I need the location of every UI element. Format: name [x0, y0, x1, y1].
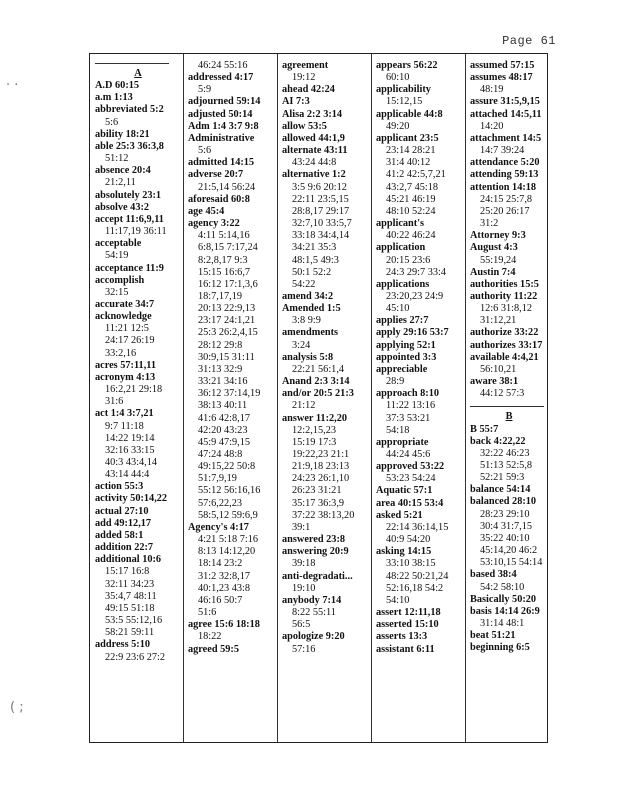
index-page-refs: 4:21 5:18 7:16: [198, 534, 259, 546]
index-page-refs: 33:10 38:15: [386, 558, 436, 570]
index-term: applies 27:7: [376, 315, 429, 327]
index-term: Attorney 9:3: [470, 230, 526, 242]
index-page-refs: 15:19 17:3: [292, 436, 337, 448]
index-term: attachment 14:5: [470, 132, 542, 144]
index-term: based 38:4: [470, 569, 517, 581]
index-page-refs: 53:23 54:24: [386, 473, 436, 485]
index-page-refs: 57:6,22,23: [198, 497, 243, 509]
index-column-2: [188, 60, 274, 738]
index-table: [89, 53, 548, 743]
index-term: authorizes 33:17: [470, 339, 543, 351]
index-page-refs: 23:14 28:21: [386, 145, 436, 157]
index-page-refs: 32:16 33:15: [105, 444, 155, 456]
index-page-refs: 45:9 47:9,15: [198, 436, 251, 448]
index-page-refs: 37:22 38:13,20: [292, 509, 355, 521]
index-page-refs: 35:22 40:10: [480, 532, 530, 544]
index-page-refs: 49:15,22 50:8: [198, 461, 256, 473]
index-term: Adm 1:4 3:7 9:8: [188, 120, 259, 132]
index-page-refs: 28:9: [386, 376, 405, 388]
page-number: Page 61: [502, 34, 556, 48]
index-page-refs: 48:10 52:24: [386, 205, 436, 217]
index-page-refs: 36:12 37:14,19: [198, 388, 261, 400]
index-term: answering 20:9: [282, 546, 349, 558]
index-page-refs: 31:4 40:12: [386, 157, 431, 169]
index-term: allowed 44:1,9: [282, 132, 345, 144]
index-term: appointed 3:3: [376, 351, 437, 363]
index-page-refs: 42:20 43:23: [198, 424, 248, 436]
index-page-refs: 3:5 9:6 20:12: [292, 181, 347, 193]
index-term: Aquatic 57:1: [376, 485, 433, 497]
section-heading: B: [505, 411, 513, 423]
index-term: applying 52:1: [376, 339, 436, 351]
index-page-refs: 19:22,23 21:1: [292, 449, 350, 460]
index-term: acronym 4:13: [95, 371, 156, 383]
index-page-refs: 48:22 50:21,24: [386, 570, 449, 582]
index-page-refs: 39:18: [292, 558, 316, 570]
index-term: analysis 5:8: [282, 351, 334, 363]
index-term: aforesaid 60:8: [188, 193, 250, 205]
index-page-refs: 39:1: [292, 521, 311, 533]
index-term: Anand 2:3 3:14: [282, 376, 350, 388]
index-page-refs: 11:22 13:16: [386, 400, 436, 412]
index-page-refs: 8:22 55:11: [292, 607, 336, 619]
index-term: absolutely 23:1: [95, 189, 162, 201]
index-term: application: [376, 242, 426, 254]
index-term: anybody 7:14: [282, 594, 342, 606]
index-term: amendments: [282, 327, 339, 339]
index-page-refs: 32:22 46:23: [480, 447, 530, 459]
index-term: assert 12:11,18: [376, 607, 441, 619]
index-page-refs: 31:14 48:1: [480, 618, 525, 630]
index-page-refs: 5:6: [198, 145, 212, 157]
index-page-refs: 31:12,21: [480, 315, 517, 327]
index-term: agreed 59:5: [188, 643, 239, 655]
index-term: applicant's: [376, 218, 425, 230]
index-page-refs: 53:10,15 54:14: [480, 557, 543, 569]
index-term: act 1:4 3:7,21: [95, 408, 154, 420]
index-page-refs: 38:13 40:11: [198, 400, 248, 412]
column-divider: [183, 54, 184, 742]
index-term: alternative 1:2: [282, 169, 346, 181]
index-page-refs: 26:23 31:21: [292, 485, 342, 497]
index-page-refs: 57:16: [292, 643, 316, 655]
index-page-refs: 54:18: [386, 424, 410, 436]
index-page-refs: 31:2 32:8,17: [198, 570, 251, 582]
index-page-refs: 24:3 29:7 33:4: [386, 266, 447, 278]
index-term: add 49:12,17: [95, 517, 152, 529]
index-page-refs: 44:24 45:6: [386, 449, 431, 460]
index-page-refs: 48:19: [480, 84, 504, 96]
index-term: agree 15:6 18:18: [188, 619, 260, 631]
index-column-1: [95, 60, 181, 738]
index-page-refs: 15:12,15: [386, 96, 423, 108]
index-page-refs: 51:6: [198, 607, 217, 619]
index-page-refs: 18:22: [198, 631, 222, 643]
index-page-refs: 32:7,10 33:5,7: [292, 218, 352, 230]
index-term: attendance 5:20: [470, 157, 540, 169]
index-page-refs: 49:15 51:18: [105, 602, 155, 614]
index-page-refs: 32:15: [105, 286, 129, 298]
index-page-refs: 19:12: [292, 72, 316, 84]
index-page-refs: 54:19: [105, 250, 129, 262]
index-term: acknowledge: [95, 311, 152, 323]
index-term: accept 11:6,9,11: [95, 213, 164, 225]
index-term: and/or 20:5 21:3: [282, 388, 354, 400]
index-term: absence 20:4: [95, 165, 151, 177]
index-term: adjourned 59:14: [188, 96, 261, 108]
index-column-4: [376, 60, 462, 738]
index-term: assumed 57:15: [470, 60, 535, 71]
index-term: amend 34:2: [282, 290, 334, 302]
index-term: authorities 15:5: [470, 278, 539, 290]
index-page-refs: 25:3 26:2,4,15: [198, 327, 258, 339]
index-term: able 25:3 36:3,8: [95, 140, 164, 152]
index-page-refs: 50:1 52:2: [292, 266, 332, 278]
index-term: asked 5:21: [376, 509, 423, 521]
index-page-refs: 21:2,11: [105, 177, 136, 189]
index-page-refs: 22:14 36:14,15: [386, 521, 449, 533]
index-page-refs: 14:20: [480, 120, 504, 132]
margin-mark-bottom: ( ;: [10, 700, 24, 715]
index-term: ahead 42:24: [282, 84, 335, 96]
index-page-refs: 28:8,17 29:17: [292, 205, 350, 217]
index-term: acceptance 11:9: [95, 262, 164, 274]
index-page-refs: 43:2,7 45:18: [386, 181, 439, 193]
index-page-refs: 52:16,18 54:2: [386, 582, 444, 594]
index-page-refs: 51:7,9,19: [198, 473, 237, 485]
index-page-refs: 28:12 29:8: [198, 339, 243, 351]
index-term: abbreviated 5:2: [95, 104, 164, 116]
index-page-refs: 21:12: [292, 400, 316, 412]
index-term: attending 59:13: [470, 169, 539, 181]
index-term: asking 14:15: [376, 546, 432, 558]
index-page-refs: 5:9: [198, 84, 212, 96]
index-page-refs: 11:21 12:5: [105, 323, 149, 335]
index-term: assumes 48:17: [470, 72, 533, 84]
index-page-refs: 18:14 23:2: [198, 558, 243, 570]
index-page-refs: 54:22: [292, 278, 316, 290]
index-term: authorize 33:22: [470, 327, 539, 339]
index-page-refs: 51:12: [105, 153, 129, 165]
column-divider: [465, 54, 466, 742]
index-page-refs: 40:22 46:24: [386, 230, 436, 242]
index-term: Basically 50:20: [470, 593, 537, 605]
index-term: ability 18:21: [95, 128, 150, 140]
index-term: Amended 1:5: [282, 303, 341, 315]
index-term: balance 54:14: [470, 484, 531, 496]
index-page-refs: 34:21 35:3: [292, 242, 337, 254]
index-term: August 4:3: [470, 242, 518, 254]
index-column-3: [282, 60, 368, 738]
index-page-refs: 24:17 26:19: [105, 335, 155, 347]
index-page-refs: 31:2: [480, 218, 499, 230]
index-term: AI 7:3: [282, 96, 310, 108]
index-page-refs: 44:12 57:3: [480, 388, 525, 400]
index-term: apply 29:16 53:7: [376, 327, 449, 339]
index-term: address 5:10: [95, 639, 151, 651]
index-term: balanced 28:10: [470, 496, 537, 508]
index-page-refs: 53:5 55:12,16: [105, 615, 163, 627]
index-term: additional 10:6: [95, 554, 162, 566]
index-term: agreement: [282, 60, 329, 71]
index-term: acceptable: [95, 238, 142, 250]
index-page-refs: 12:2,15,23: [292, 424, 337, 436]
index-page-refs: 24:15 25:7,8: [480, 193, 533, 205]
index-page-refs: 45:10: [386, 303, 410, 315]
index-page-refs: 22:21 56:1,4: [292, 363, 345, 375]
margin-mark-top: · ·: [6, 78, 19, 93]
index-page-refs: 31:6: [105, 396, 124, 408]
index-page-refs: 3:8 9:9: [292, 315, 321, 327]
index-term: applications: [376, 278, 430, 290]
index-page-refs: 41:2 42:5,7,21: [386, 169, 446, 181]
index-page-refs: 16:12 17:1,3,6: [198, 278, 258, 290]
index-page-refs: 22:11 23:5,15: [292, 193, 349, 205]
index-term: area 40:15 53:4: [376, 497, 444, 509]
index-page-refs: 30:9,15 31:11: [198, 351, 255, 363]
index-term: alternate 43:11: [282, 145, 348, 157]
index-page-refs: 46:16 50:7: [198, 594, 243, 606]
index-term: beat 51:21: [470, 630, 516, 642]
index-page-refs: 56:5: [292, 619, 311, 631]
index-term: activity 50:14,22: [95, 493, 168, 505]
index-term: applicability: [376, 84, 431, 96]
index-term: assistant 6:11: [376, 643, 435, 655]
index-page-refs: 45:14,20 46:2: [480, 545, 538, 557]
index-term: authority 11:22: [470, 290, 538, 302]
index-term: absolve 43:2: [95, 201, 150, 213]
index-page-refs: 32:11 34:23: [105, 578, 155, 590]
index-term: appears 56:22: [376, 60, 438, 71]
index-term: approach 8:10: [376, 388, 440, 400]
index-term: basis 14:14 26:9: [470, 605, 540, 617]
index-term: added 58:1: [95, 529, 144, 541]
index-page-refs: 23:20,23 24:9: [386, 290, 444, 302]
index-page-refs: 33:21 34:16: [198, 376, 248, 388]
index-term: attention 14:18: [470, 181, 537, 193]
index-term: adjusted 50:14: [188, 108, 253, 120]
index-term: back 4:22,22: [470, 435, 526, 447]
column-divider: [371, 54, 372, 742]
index-page-refs: 23:17 24:1,21: [198, 315, 256, 327]
index-page-refs: 56:10,21: [480, 363, 517, 375]
index-term: attached 14:5,11: [470, 108, 542, 120]
index-term: A.D 60:15: [95, 80, 140, 92]
index-page-refs: 40:3 43:4,14: [105, 457, 158, 468]
index-term: accurate 34:7: [95, 298, 155, 310]
index-page-refs: 31:13 32:9: [198, 363, 243, 375]
index-page-refs: 11:17,19 36:11: [105, 226, 167, 238]
index-page-refs: 20:15 23:6: [386, 254, 431, 266]
index-page-refs: 5:6: [105, 116, 119, 128]
index-term: admitted 14:15: [188, 157, 255, 169]
index-page-refs: 24:23 26:1,10: [292, 473, 350, 485]
index-page-refs: 43:14 44:4: [105, 469, 150, 481]
index-page-refs: 14:22 19:14: [105, 432, 155, 444]
index-page-refs: 35:4,7 48:11: [105, 590, 157, 602]
index-term: B 55:7: [470, 423, 499, 435]
index-page-refs: 52:21 59:3: [480, 472, 525, 484]
index-page-refs: 51:13 52:5,8: [480, 460, 533, 471]
index-page-refs: 48:1,5 49:3: [292, 254, 339, 266]
index-page-refs: 6:8,15 7:17,24: [198, 242, 258, 254]
index-term: addressed 4:17: [188, 72, 254, 84]
index-term: beginning 6:5: [470, 642, 530, 654]
index-page-refs: 35:17 36:3,9: [292, 497, 345, 509]
index-page-refs: 4:11 5:14,16: [198, 230, 250, 242]
index-page-refs: 3:24: [292, 339, 311, 351]
index-page-refs: 28:23 29:10: [480, 508, 530, 520]
index-term: anti-degradati...: [282, 570, 353, 582]
index-term: actual 27:10: [95, 505, 149, 517]
section-heading: A: [134, 68, 142, 79]
index-term: appropriate: [376, 436, 429, 448]
index-page-refs: 21:9,18 23:13: [292, 461, 350, 473]
index-term: Agency's 4:17: [188, 521, 249, 533]
index-page-refs: 58:5,12 59:6,9: [198, 509, 258, 521]
index-page-refs: 33:2,16: [105, 347, 137, 359]
index-page-refs: 41:6 42:8,17: [198, 412, 251, 424]
index-term: Austin 7:4: [470, 266, 516, 278]
index-term: approved 53:22: [376, 461, 445, 473]
index-page-refs: 46:24 55:16: [198, 60, 248, 71]
index-page-refs: 19:10: [292, 582, 316, 594]
index-page-refs: 37:3 53:21: [386, 412, 431, 424]
index-page-refs: 54:2 58:10: [480, 581, 525, 593]
index-page-refs: 14:7 39:24: [480, 145, 525, 157]
index-page-refs: 55:12 56:16,16: [198, 485, 261, 497]
index-term: allow 53:5: [282, 120, 327, 132]
column-divider: [277, 54, 278, 742]
index-term: accomplish: [95, 274, 145, 286]
index-term: age 45:4: [188, 205, 225, 217]
index-term: apologize 9:20: [282, 631, 345, 643]
index-term: Alisa 2:2 3:14: [282, 108, 343, 120]
index-term: addition 22:7: [95, 542, 154, 554]
index-page-refs: 47:24 48:8: [198, 449, 243, 460]
index-term: applicant 23:5: [376, 132, 439, 144]
index-term: available 4:4,21: [470, 351, 539, 363]
index-term: aware 38:1: [470, 376, 519, 388]
index-term: adverse 20:7: [188, 169, 244, 181]
index-page-refs: 58:21 59:11: [105, 627, 155, 639]
index-term: Administrative: [188, 132, 255, 144]
index-term: answer 11:2,20: [282, 412, 348, 424]
index-page-refs: 22:9 23:6 27:2: [105, 651, 166, 663]
index-page-refs: 30:4 31:7,15: [480, 520, 533, 532]
section-rule: [470, 406, 544, 407]
index-page-refs: 43:24 44:8: [292, 157, 337, 169]
index-page-refs: 40:9 54:20: [386, 534, 431, 546]
index-term: appreciable: [376, 363, 428, 375]
index-page-refs: 15:17 16:8: [105, 566, 150, 578]
index-page-refs: 8:13 14:12,20: [198, 546, 256, 558]
index-term: agency 3:22: [188, 218, 240, 230]
index-term: action 55:3: [95, 481, 144, 493]
index-page-refs: 12:6 31:8,12: [480, 303, 533, 315]
index-term: assure 31:5,9,15: [470, 96, 540, 108]
index-page-refs: 45:21 46:19: [386, 193, 436, 205]
index-page-refs: 55:19,24: [480, 254, 517, 266]
index-term: a.m 1:13: [95, 92, 133, 104]
index-column-5: [470, 60, 548, 738]
index-term: acres 57:11,11: [95, 359, 157, 371]
index-page-refs: 60:10: [386, 72, 410, 84]
index-page-refs: 33:18 34:4,14: [292, 230, 350, 242]
index-page-refs: 15:15 16:6,7: [198, 266, 251, 278]
index-term: answered 23:8: [282, 534, 346, 546]
index-term: applicable 44:8: [376, 108, 443, 120]
index-term: asserted 15:10: [376, 619, 439, 631]
index-page-refs: 49:20: [386, 120, 410, 132]
index-page-refs: 20:13 22:9,13: [198, 303, 256, 315]
index-page-refs: 40:1,23 43:8: [198, 582, 251, 594]
index-page-refs: 25:20 26:17: [480, 205, 530, 217]
index-page-refs: 16:2,21 29:18: [105, 384, 163, 396]
index-page-refs: 8:2,8,17 9:3: [198, 254, 248, 266]
index-page-refs: 54:10: [386, 594, 410, 606]
index-page-refs: 9:7 11:18: [105, 420, 144, 432]
index-page-refs: 21:5,14 56:24: [198, 181, 256, 193]
section-rule: [95, 63, 169, 64]
index-page-refs: 18:7,17,19: [198, 290, 243, 302]
index-term: asserts 13:3: [376, 631, 428, 643]
